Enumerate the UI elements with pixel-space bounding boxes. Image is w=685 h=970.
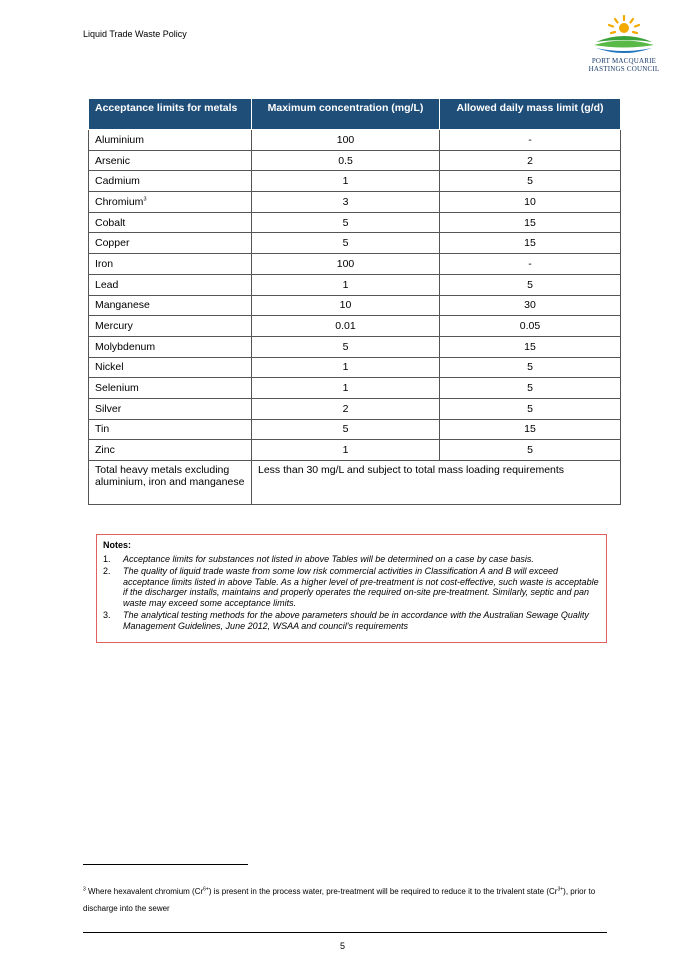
daily-mass-value: 30: [440, 295, 621, 316]
table-row: [89, 295, 621, 316]
metal-name: Selenium: [89, 378, 252, 399]
metals-acceptance-table: [88, 98, 621, 505]
notes-box: [96, 534, 607, 643]
daily-mass-value: 2: [440, 150, 621, 171]
daily-mass-value: 5: [440, 171, 621, 192]
metal-name: Zinc: [89, 440, 252, 461]
metal-name: Chromium$^3$: [89, 192, 252, 213]
daily-mass-value: 5: [440, 440, 621, 461]
daily-mass-value: 5: [440, 274, 621, 295]
metal-name: Iron: [89, 254, 252, 275]
column-header-metal: Acceptance limits for metals: [89, 99, 252, 130]
table-row: [89, 378, 621, 399]
max-concentration-value: 1: [252, 274, 440, 295]
table-row: [89, 192, 621, 213]
metal-name: Cadmium: [89, 171, 252, 192]
document-title: Liquid Trade Waste Policy: [83, 29, 187, 39]
table-row: [89, 130, 621, 151]
metal-name: Aluminium: [89, 130, 252, 151]
daily-mass-value: 10: [440, 192, 621, 213]
table-row: [89, 233, 621, 254]
metal-name: Manganese: [89, 295, 252, 316]
council-logo: [584, 14, 664, 84]
total-row-label: Total heavy metals excluding aluminium, iron and manganese: [89, 461, 252, 505]
max-concentration-value: 5: [252, 336, 440, 357]
column-header-daily-mass: Allowed daily mass limit (g/d): [440, 99, 621, 130]
table-row: [89, 398, 621, 419]
total-row-value: Less than 30 mg/L and subject to total mass loading requirements: [252, 461, 621, 505]
column-header-max-concentration: Maximum concentration (mg/L): [252, 99, 440, 130]
footnote-ref: 3: [143, 196, 147, 203]
sun-icon: [609, 16, 639, 33]
notes-list: [103, 554, 600, 632]
daily-mass-value: 15: [440, 212, 621, 233]
table-row: [89, 316, 621, 337]
footnote-separator: [83, 864, 248, 865]
table-row: [89, 357, 621, 378]
daily-mass-value: 0.05: [440, 316, 621, 337]
note-item: 2. The quality of liquid trade waste from some low risk commercial activities in Classification A and B will exceed acceptance limits listed in above Table. As a higher level of pre-treatment is not cost-effective, such waste is acceptable if the discharger installs, maintains and properly operates the required on-site pre-treatment. Similarly, septic and pan waste may exceed some acceptance limits.: [103, 566, 599, 608]
max-concentration-value: 3: [252, 192, 440, 213]
footer-rule: [83, 932, 607, 933]
table-row: [89, 212, 621, 233]
page-number: 5: [339, 941, 345, 951]
table-row: [89, 419, 621, 440]
metal-name: Cobalt: [89, 212, 252, 233]
table-row: [89, 336, 621, 357]
max-concentration-value: 5: [252, 419, 440, 440]
daily-mass-value: 5: [440, 398, 621, 419]
total-heavy-metals-row: [89, 461, 621, 505]
max-concentration-value: 0.01: [252, 316, 440, 337]
table-header-row: [89, 99, 621, 130]
metal-name: Silver: [89, 398, 252, 419]
max-concentration-value: 0.5: [252, 150, 440, 171]
metal-name: Lead: [89, 274, 252, 295]
table-row: [89, 171, 621, 192]
max-concentration-value: 10: [252, 295, 440, 316]
note-item: 1. Acceptance limits for substances not listed in above Tables will be determined on a case by case basis.: [103, 553, 534, 564]
metal-name: Nickel: [89, 357, 252, 378]
metal-name: Tin: [89, 419, 252, 440]
daily-mass-value: -: [440, 130, 621, 151]
metal-name: Copper: [89, 233, 252, 254]
metal-name: Arsenic: [89, 150, 252, 171]
table-row: [89, 440, 621, 461]
max-concentration-value: 100: [252, 130, 440, 151]
table-row: [89, 274, 621, 295]
max-concentration-value: 5: [252, 212, 440, 233]
daily-mass-value: 15: [440, 419, 621, 440]
daily-mass-value: -: [440, 254, 621, 275]
max-concentration-value: 1: [252, 357, 440, 378]
council-logo-text: PORT MACQUARIE HASTINGS COUNCIL: [588, 57, 660, 73]
note-item: 3. The analytical testing methods for the above parameters should be in accordance with the Australian Sewage Quality Management Guidelines, June 2012, WSAA and council's requirements: [103, 610, 589, 631]
notes-title: Notes:: [103, 540, 132, 550]
table-row: [89, 254, 621, 275]
max-concentration-value: 100: [252, 254, 440, 275]
metal-name: Molybdenum: [89, 336, 252, 357]
max-concentration-value: 2: [252, 398, 440, 419]
metal-name: Mercury: [89, 316, 252, 337]
footnote: $^3$ Where hexavalent chromium $(Cr^{6+})$ is present in the process water, pre-treatment will be required to reduce it to the trivalent state $(Cr^{3+})$, prior to discharge into the sewer: [83, 886, 596, 913]
daily-mass-value: 15: [440, 233, 621, 254]
max-concentration-value: 1: [252, 171, 440, 192]
daily-mass-value: 15: [440, 336, 621, 357]
daily-mass-value: 5: [440, 378, 621, 399]
daily-mass-value: 5: [440, 357, 621, 378]
max-concentration-value: 1: [252, 378, 440, 399]
max-concentration-value: 5: [252, 233, 440, 254]
table-row: [89, 150, 621, 171]
max-concentration-value: 1: [252, 440, 440, 461]
